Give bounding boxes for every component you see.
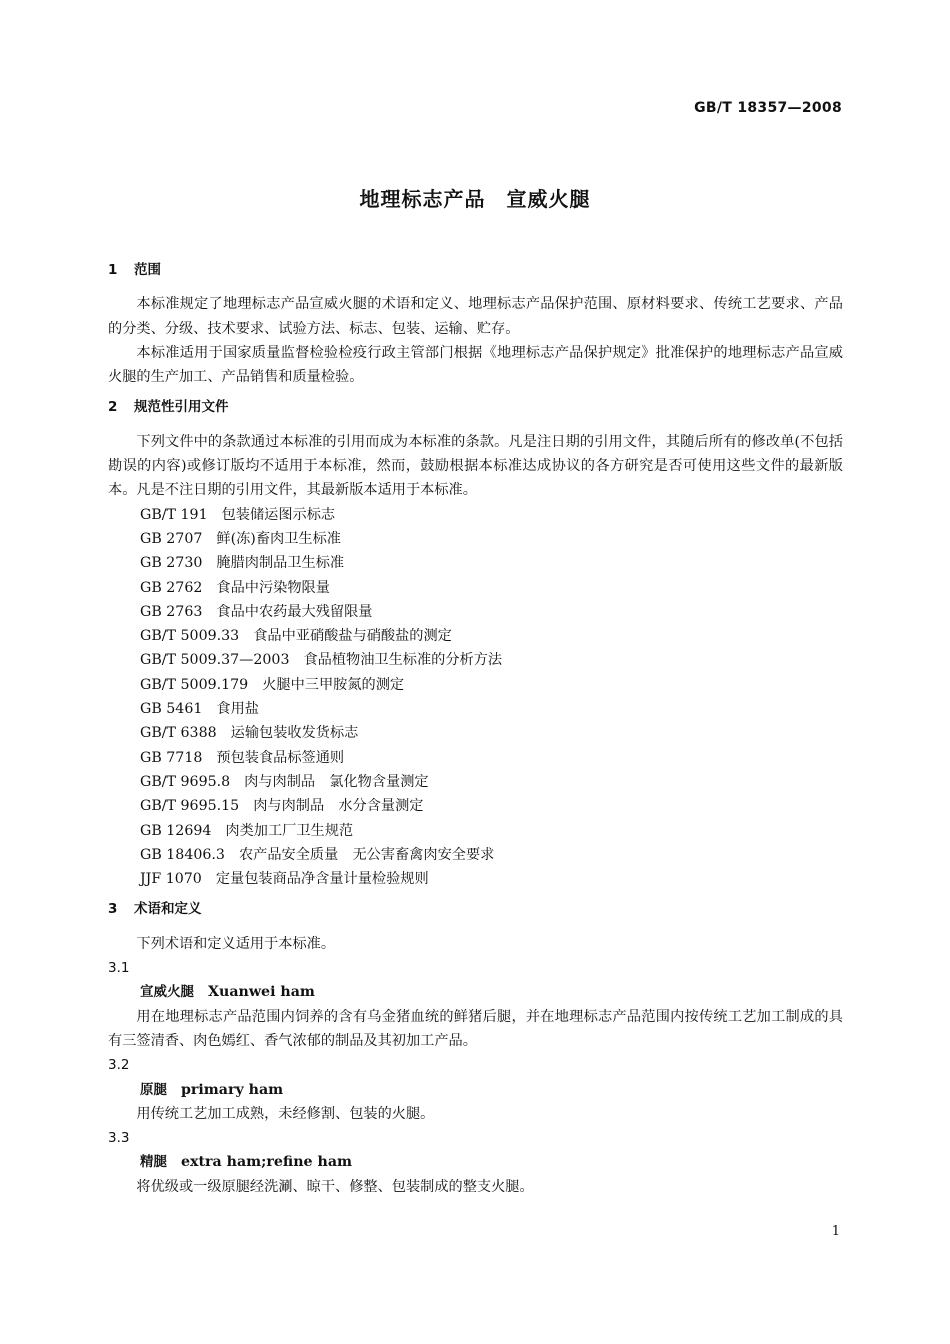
reference-title: 食品中农药最大残留限量: [216, 603, 373, 620]
reference-item: [108, 697, 843, 721]
term-name-en: Xuanwei ham: [208, 984, 315, 1001]
reference-code: GB/T 5009.33: [140, 628, 240, 645]
standard-number: GB/T 18357—2008: [694, 100, 842, 116]
document-title: 地理标志产品 宣威火腿: [359, 187, 591, 211]
reference-item: [108, 648, 843, 672]
reference-title: 包装储运图示标志: [221, 506, 336, 523]
reference-item: [108, 746, 843, 770]
term-name-zh: 宣威火腿: [140, 984, 194, 1001]
term-name-en: extra ham;refine ham: [181, 1154, 353, 1171]
term-number: 3.2: [108, 1057, 130, 1074]
section-number: 1: [108, 262, 118, 278]
section-number: 2: [108, 399, 118, 416]
reference-code: JJF 1070: [140, 871, 202, 888]
reference-code: GB/T 9695.15: [140, 798, 240, 815]
reference-item: [108, 721, 843, 745]
reference-item: [108, 673, 843, 697]
reference-title: 农产品安全质量 无公害畜禽肉安全要求: [238, 846, 495, 863]
paragraph: 下列文件中的条款通过本标准的引用而成为本标准的条款。凡是注日期的引用文件，其随后所有的修改单(不包括勘误的内容)或修订版均不适用于本标准，然而，鼓励根据本标准达成协议的各方研究是否可使用这些文件的最新版本。凡是不注日期的引用文件，其最新版本适用于本标准。: [108, 433, 843, 499]
reference-code: GB 2763: [140, 603, 203, 620]
reference-title: 火腿中三甲胺氮的测定: [262, 676, 405, 693]
reference-title: 肉与肉制品 氯化物含量测定: [244, 773, 429, 790]
reference-code: GB 2730: [140, 555, 203, 572]
reference-code: GB 18406.3: [140, 846, 225, 863]
term-name-zh: 精腿: [140, 1154, 167, 1171]
term-name: [108, 1150, 843, 1174]
term-number: 3.3: [108, 1130, 130, 1147]
document-body: [108, 258, 843, 1199]
term-definition: 用传统工艺加工成熟，未经修割、包装的火腿。: [136, 1105, 435, 1122]
term-name-en: primary ham: [181, 1081, 284, 1098]
reference-title: 鲜(冻)畜肉卫生标准: [216, 530, 341, 547]
reference-code: GB/T 5009.37—2003: [140, 652, 290, 669]
reference-title: 运输包装收发货标志: [230, 725, 359, 742]
paragraph: 下列术语和定义适用于本标准。: [136, 935, 336, 952]
reference-item: [108, 624, 843, 648]
section-title: 术语和定义: [134, 901, 202, 918]
section-title: 范围: [134, 262, 161, 278]
section-2-heading: [108, 395, 843, 419]
reference-item: [108, 551, 843, 575]
reference-code: GB/T 5009.179: [140, 676, 249, 693]
term-number: 3.1: [108, 960, 130, 977]
section-title: 规范性引用文件: [134, 399, 229, 416]
reference-title: 食品中亚硝酸盐与硝酸盐的测定: [253, 628, 452, 645]
reference-title: 腌腊肉制品卫生标准: [216, 555, 345, 572]
reference-item: [108, 576, 843, 600]
reference-title: 定量包装商品净含量计量检验规则: [215, 871, 429, 888]
reference-item: [108, 600, 843, 624]
reference-title: 肉与肉制品 水分含量测定: [253, 798, 424, 815]
term-definition: 用在地理标志产品范围内饲养的含有乌金猪血统的鲜猪后腿，并在地理标志产品范围内按传统工艺加工制成的具有三签清香、肉色嫣红、香气浓郁的制品及其初加工产品。: [108, 1008, 843, 1049]
reference-item: [108, 770, 843, 794]
reference-code: GB 12694: [140, 822, 212, 839]
reference-code: GB/T 191: [140, 506, 208, 523]
paragraph: 本标准规定了地理标志产品宣威火腿的术语和定义、地理标志产品保护范围、原材料要求、传统工艺要求、产品的分类、分级、技术要求、试验方法、标志、包装、运输、贮存。: [108, 296, 843, 337]
term-definition: 将优级或一级原腿经洗涮、晾干、修整、包装制成的整支火腿。: [136, 1178, 534, 1195]
reference-code: GB 2762: [140, 579, 203, 596]
reference-item: [108, 794, 843, 818]
reference-item: [108, 867, 843, 891]
reference-title: 食用盐: [216, 701, 259, 718]
reference-title: 预包装食品标签通则: [216, 749, 345, 766]
section-3-heading: [108, 897, 843, 921]
paragraph: 本标准适用于国家质量监督检验检疫行政主管部门根据《地理标志产品保护规定》批准保护的地理标志产品宣威火腿的生产加工、产品销售和质量检验。: [108, 344, 843, 386]
reference-item: [108, 819, 843, 843]
section-number: 3: [108, 901, 118, 918]
reference-title: 食品植物油卫生标准的分析方法: [303, 652, 503, 669]
reference-title: 食品中污染物限量: [216, 579, 330, 596]
term-name-zh: 原腿: [140, 1081, 167, 1098]
reference-item: [108, 527, 843, 551]
reference-code: GB 7718: [140, 749, 203, 766]
reference-code: GB 2707: [140, 530, 203, 547]
section-1-heading: [108, 258, 843, 282]
page-number: 1: [831, 1224, 840, 1239]
reference-code: GB 5461: [140, 701, 203, 718]
term-name: [108, 980, 843, 1004]
term-name: [108, 1078, 843, 1102]
reference-item: [108, 503, 843, 527]
reference-item: [108, 843, 843, 867]
reference-code: GB/T 9695.8: [140, 773, 231, 790]
reference-code: GB/T 6388: [140, 725, 217, 742]
reference-title: 肉类加工厂卫生规范: [225, 822, 354, 839]
